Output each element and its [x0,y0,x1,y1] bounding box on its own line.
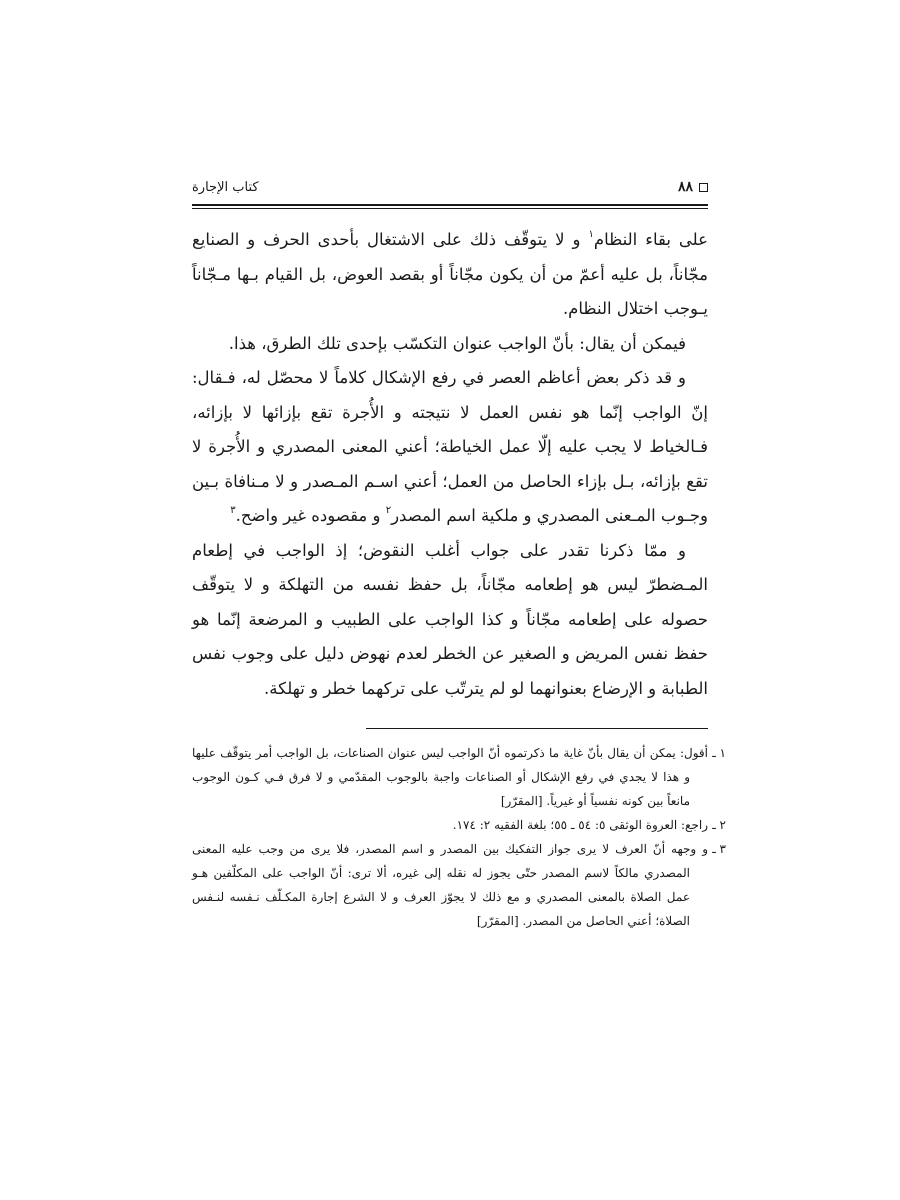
book-title: كتاب الإجارة [192,179,259,195]
footnote: ١ ـأقول: يمكن أن يقال بأنّ غاية ما ذكرتموه أنّ الواجب ليس عنوان الصناعات، بل الواجب أمر يتوقّف عليها و هذا لا يجدي في رفع الإشكال أو الصناعات واجبة بالوجوب المقدّمي و لا فرق فـي كـون الوجوب مانعاً بين كونه نفسياً أو غيرياً. [المقرّر] [192,746,726,808]
footnote-ref[interactable]: ٢ [385,504,392,516]
footnote: ٣ ـو وجهه أنّ العرف لا يرى جواز التفكيك بين المصدر و اسم المصدر، فلا يرى من وجب عليه المعنى المصدري مالكاً لاسم المصدر حتّى يجوز له نقله إلى غيره، ألا ترى: أنّ الواجب على المكلّفين هـو عمل الصلاة بالمعنى المصدري و مع ذلك لا يجوّز العرف و لا الشرع إجارة المكـلّف نـفسه لنـفس الصلاة؛ أعني الحاصل من المصدر. [المقرّر] [192,842,726,928]
page [192,176,726,933]
main-text [192,223,708,706]
page-number-block [678,179,708,195]
square-outline-icon [699,183,708,192]
footnote: ٢ ـراجع: العروة الوثقى ٥: ٥٤ ـ ٥٥؛ بلغة الفقيه ٢: ١٧٤. [452,818,726,832]
text-run: على بقاء النظام [593,230,708,249]
text-run: و مقصوده غير واضح. [235,506,386,525]
header-rule [192,204,708,209]
paragraph: و ممّا ذكرنا تقدر على جواب أغلب النقوض؛ إذ الواجب في إطعام المـضطرّ ليس هو إطعامه مجّاناً، بل حفظ نفسه من التهلكة و لا يتوقّف حصوله على إطعامه مجّاناً و كذا الواجب على الطبيب و المرضعة إنّما هو حفظ نفس المريض و الصغير عن الخطر لعدم نهوض دليل على وجوب نفس الطبابة و الإرضاع بعنوانهما لو لم يترتّب على تركهما خطر و تهلكة. [192,540,708,698]
text-run: و قد ذكر بعض أعاظم العصر في رفع الإشكال كلاماً لا محصّل له، فـقال: إنّ الواجب إنّما هو نفس العمل لا نتيجته و الأُجرة تقع بإزائها لا بإزائه، فـالخياط لا يجب عليه إلّا عمل الخياطة؛ أعني المعنى المصدري و الأُجرة لا تقع بإزائه، بـل بإزاء الحاصل من العمل؛ أعني اسـم المـصدر و لا مـنافاة بـين وجـوب المـعنى المصدري و ملكية اسم المصدر [192,368,708,525]
text-run: و لا يتوقّف ذلك على الاشتغال بأحدى الحرف و الصنايع مجّاناً، بل عليه أعمّ من أن يكون مجّاناً أو بقصد العوض، بل القيام بـها مـجّاناً يـوجب اختلال النظام. [192,230,708,318]
footnotes [192,741,726,933]
footnote-text: و وجهه أنّ العرف لا يرى جواز التفكيك بين المصدر و اسم المصدر، فلا يرى من وجب عليه المعنى المصدري مالكاً لاسم المصدر حتّى يجوز له نقله إلى غيره، ألا ترى: أنّ الواجب على المكلّفين هـو عمل الصلاة بالمعنى المصدري و مع ذلك لا يجوّز العرف و لا الشرع إجارة المكـلّف نـفسه لنـفس الصلاة؛ أعني الحاصل من المصدر. [المقرّر] [192,842,708,928]
paragraph: فيمكن أن يقال: بأنّ الواجب عنوان التكسّب بإحدى تلك الطرق، هذا. [228,333,686,353]
running-header [192,176,708,198]
footnote-ref[interactable]: ٣ [230,504,236,516]
footnote-text: أقول: يمكن أن يقال بأنّ غاية ما ذكرتموه أنّ الواجب ليس عنوان الصناعات، بل الواجب أمر يتوقّف عليها و هذا لا يجدي في رفع الإشكال أو الصناعات واجبة بالوجوب المقدّمي و لا فرق فـي كـون الوجوب مانعاً بين كونه نفسياً أو غيرياً. [المقرّر] [192,746,708,808]
paragraph [192,361,708,534]
page-number: ٨٨ [677,179,693,195]
footnote-ref[interactable]: ١ [588,228,594,240]
paragraph [192,223,708,327]
footnote-text: راجع: العروة الوثقى ٥: ٥٤ ـ ٥٥؛ بلغة الفقيه ٢: ١٧٤. [452,818,708,832]
footnote-separator [366,728,708,729]
